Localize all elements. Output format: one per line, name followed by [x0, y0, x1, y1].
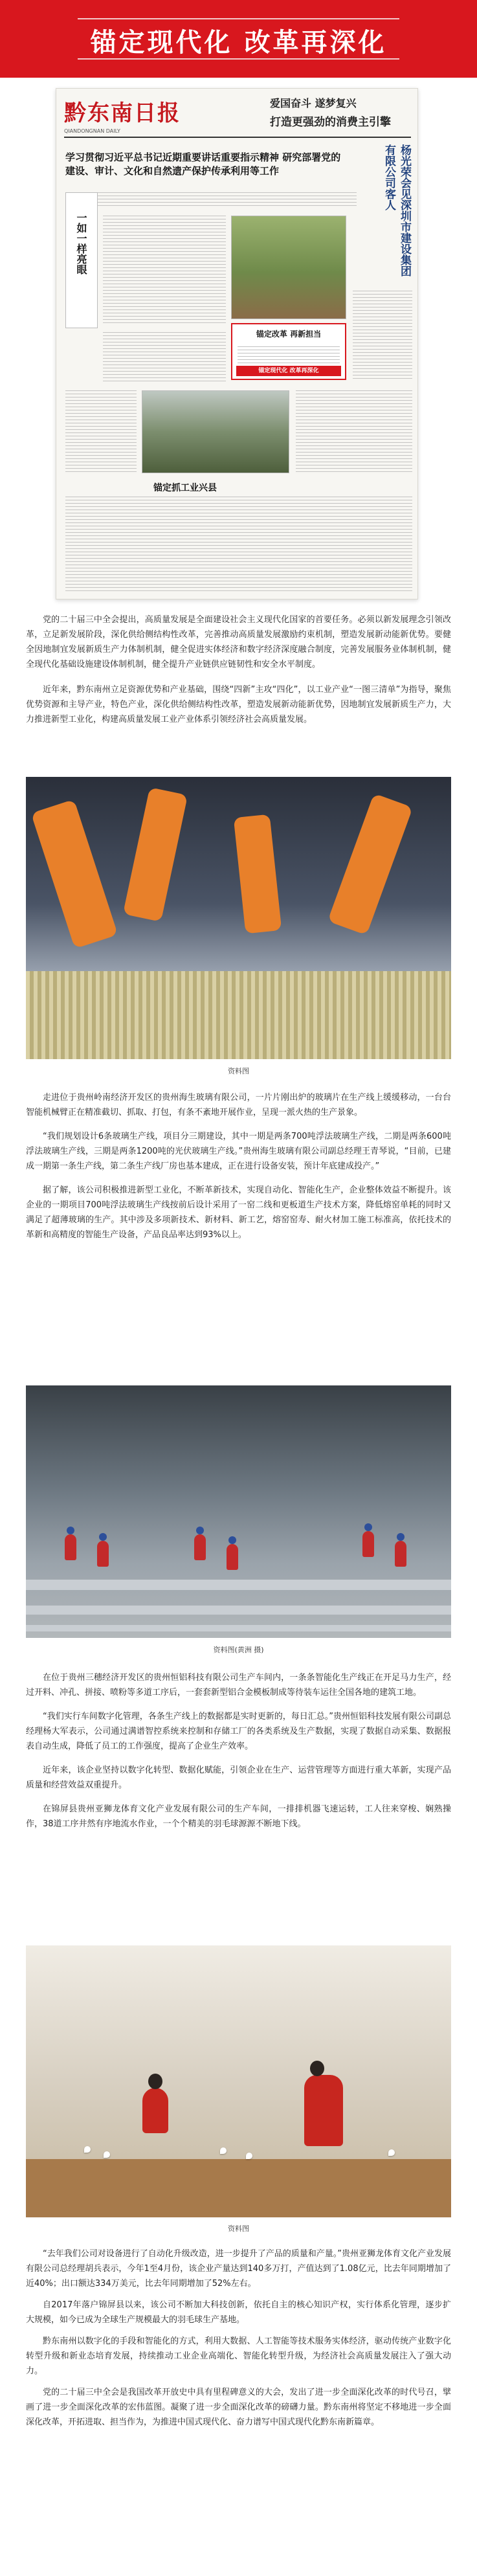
feature-box-text — [238, 346, 340, 366]
newspaper-text-block — [296, 390, 412, 473]
newspaper-divider — [64, 137, 411, 138]
beam-shape — [26, 1606, 451, 1615]
worker-figure — [97, 1541, 109, 1567]
newspaper-vertical-headline: 杨光荣会见深圳市建设集团有限公司客人 — [383, 144, 411, 276]
worker-figure — [194, 1534, 206, 1560]
newspaper-title: 黔东南日报 — [64, 100, 181, 126]
top-right-headline-1: 爱国奋斗 遂梦复兴 — [270, 97, 357, 109]
worker-figure — [227, 1544, 238, 1570]
newspaper-side-box — [65, 192, 98, 328]
shuttlecock-shape — [388, 2149, 395, 2156]
robot-arm-shape — [31, 800, 118, 949]
photo-shuttlecock-workshop — [26, 1945, 451, 2217]
header-banner — [0, 0, 477, 78]
feature-box-footer: 锚定现代化 改革再深化 — [236, 366, 341, 376]
robot-arm-shape — [123, 787, 188, 922]
photo-caption: 资料图 — [228, 2224, 249, 2233]
photo-caption: 资料图(黄洲 摄) — [213, 1646, 264, 1654]
newspaper-subtitle: QIANDONGNAN DAILY — [64, 128, 120, 134]
beam-shape — [26, 1625, 451, 1631]
paragraph: “去年我们公司对设备进行了自动化升级改造，进一步提升了产品的质量和产量。”贵州亚狮龙体育文化产业发展有限公司总经理胡兵表示，今年1至4月份，该企业产量达到140多万打，产值达到了1.08亿元，比去年同期增加了近40%；出口额达334万美元，比去年同期增加了52%左右。 — [26, 2249, 451, 2289]
paragraph: “我们实行车间数字化管理，各条生产线上的数据都是实时更新的，每日汇总。”贵州恒铝科技发展有限公司副总经理杨大军表示，公司通过满谱智控系统来控制和存储工厂的各类系统及生产数据，实现了数据自动采集、数据报表自动生成，降低了员工的工作强度，提高了企业生产效率。 — [26, 1712, 451, 1751]
newspaper-feature-box — [231, 323, 346, 380]
paragraph: 据了解，该公司积极推进新型工业化，不断革新技术，实现自动化、智能化生产，企业整体效益不断提升。该企业的一期项目700吨浮法玻璃生产线按前后设计采用了一窑二线和更板道生产技术方案，降低熔窑单耗的同时又满足了超薄玻璃的生产。其中涉及多项新技术、新材料、新工艺，熔窑窑寿、耐火材加工施工标准高，依托技术的革新和高精度的智能生产设备，产品良品率达到93%以上。 — [26, 1185, 451, 1240]
newspaper-text-block — [65, 497, 412, 594]
beam-shape — [26, 1580, 451, 1590]
newspaper-photo-bottom — [142, 390, 289, 473]
glass-sheets-shape — [26, 971, 451, 1059]
article-intro — [26, 612, 451, 727]
paragraph: 在位于贵州三穗经济开发区的贵州恒铝科技有限公司生产车间内，一条条智能化生产线正在开足马力生产，经过开料、冲孔、拼接、喷粉等多道工序后，一套套新型铝合金模板制成等待装车运往全国各地的建筑工地。 — [26, 1673, 451, 1697]
paragraph: 近年来，该企业坚持以数字化转型、数据化赋能，引领企业在生产、运营管理等方面进行重大革新，实现产品质量和经营效益双重提升。 — [26, 1765, 451, 1790]
workbench-shape — [26, 2159, 451, 2217]
photo-caption: 资料图 — [228, 1067, 249, 1075]
newspaper-masthead — [64, 95, 258, 134]
newspaper-photo-top — [231, 216, 346, 319]
newspaper-text-block — [65, 390, 137, 473]
worker-figure — [65, 1534, 76, 1560]
article-section-glass — [26, 1090, 451, 1242]
paragraph: 在锦屏县贵州亚狮龙体育文化产业发展有限公司的生产车间，一排排机器飞速运转，工人往来穿梭、娴熟操作，38道工序井然有序地流水作业，一个个精美的羽毛球源源不断地下线。 — [26, 1804, 451, 1829]
robot-arm-shape — [327, 793, 413, 935]
newspaper-lead-headline: 学习贯彻习近平总书记近期重要讲话重要指示精神 研究部署党的建设、审计、文化和自然遗产保护传承利用等工作 — [65, 151, 341, 177]
worker-figure — [395, 1541, 406, 1567]
paragraph: 走进位于贵州岭南经济开发区的贵州海生玻璃有限公司，一片片刚出炉的玻璃片在生产线上缓缓移动，一台台智能机械臂正在精准截切、抓取、打包，有条不紊地开展作业，呈现一派火热的生产景象。 — [26, 1093, 451, 1117]
shuttlecock-shape — [246, 2153, 252, 2159]
side-box-label: 一如一样亮眼 — [75, 212, 87, 274]
photo-factory-floor — [26, 1385, 451, 1638]
robot-arm-shape — [234, 814, 282, 934]
shuttlecock-shape — [84, 2146, 91, 2153]
paragraph: 黔东南州以数字化的手段和智能化的方式，利用大数据、人工智能等技术服务实体经济，驱动传统产业数字化转型升级和新业态培育发展，持续推动工业企业高端化、智能化转型升级，为经济社会高质量发展注入了强大动力。 — [26, 2336, 451, 2376]
paragraph: “我们规划设计6条玻璃生产线，项目分三期建设，其中一期是两条700吨浮法玻璃生产线，二期是两条600吨浮法玻璃生产线，三期是两条1200吨的光伏玻璃生产线。”贵州海生玻璃有限公司副总经理王青琴说，“目前，已建成一期第一条生产线，第二条生产线厂房也基本建成，正在进行设备安装，预计年底建成投产。” — [26, 1132, 451, 1171]
article-section-aluminum — [26, 1670, 451, 1831]
worker-figure — [142, 2088, 168, 2133]
worker-figure — [362, 1531, 374, 1557]
banner-rule-top — [78, 18, 399, 19]
feature-box-title: 锚定改革 再新担当 — [256, 330, 322, 339]
paragraph: 党的二十届三中全会提出，高质量发展是全面建设社会主义现代化国家的首要任务。必须以新发展理念引领改革，立足新发展阶段，深化供给侧结构性改革，完善推动高质量发展激励约束机制，塑造发展新动能新优势。要健全因地制宜发展新质生产力体制机制，健全促进实体经济和数字经济深度融合制度，完善发展服务业体制机制，健全现代化基础设施建设体制机制，健全提升产业链供应链韧性和安全水平制度。 — [26, 615, 451, 669]
paragraph: 自2017年落户锦屏县以来，该公司不断加大科技创新，依托自主的核心知识产权，实行体系化管理，逐步扩大规模，如今已成为全球生产规模最大的羽毛球生产基地。 — [26, 2300, 451, 2325]
newspaper-front-page — [56, 88, 418, 599]
article-section-badminton — [26, 2246, 451, 2430]
paragraph: 党的二十届三中全会是我国改革开放史中具有里程碑意义的大会，发出了进一步全面深化改革的时代号召，擘画了进一步全面深化改革的宏伟蓝图。凝聚了进一步全面深化改革的磅礴力量。黔东南州将坚定不移地进一步全面深化改革，开拓进取、担当作为，为推进中国式现代化、奋力谱写中国式现代化黔东南新篇章。 — [26, 2388, 451, 2427]
worker-figure — [304, 2075, 343, 2146]
newspaper-text-block — [65, 192, 357, 207]
photo-robot-arms — [26, 777, 451, 1059]
banner-title: 锚定现代化 改革再深化 — [90, 27, 387, 58]
newspaper-text-block — [353, 291, 412, 381]
shuttlecock-shape — [104, 2151, 110, 2158]
newspaper-top-right — [270, 95, 412, 134]
top-right-headline-2: 打造更强劲的消费主引擎 — [270, 116, 391, 129]
newspaper-text-block — [103, 332, 226, 384]
shuttlecock-shape — [220, 2147, 227, 2154]
banner-rule-bottom — [78, 58, 399, 60]
newspaper-text-block — [103, 216, 226, 326]
newspaper-bottom-headline: 锚定抓工业兴县 — [153, 483, 217, 493]
paragraph: 近年来，黔东南州立足资源优势和产业基础，围绕“四新”主攻“四化”，以工业产业“一图三清单”为指导，聚焦优势资源和主导产业，特色产业，深化供给侧结构性改革，塑造发展新动能新优势，因地制宜发展新质生产力，大力推进新型工业化，构建高质量发展工业产业体系引领经济社会高质量发展。 — [26, 685, 451, 724]
